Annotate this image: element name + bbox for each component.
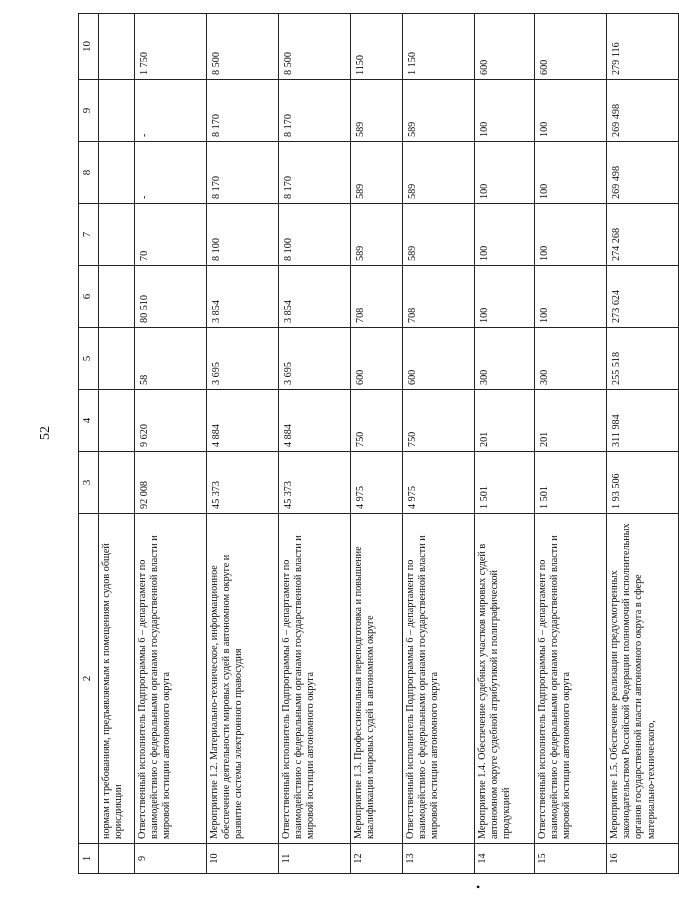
value-cell: 80 510 (135, 266, 207, 328)
description-cell: Мероприятие 1.4. Обеспечение судебных участков мировых судей в автономном округе судебной атрибутикой и полиграфической продукцией (475, 514, 535, 844)
value-cell: 100 (535, 142, 607, 204)
header-cell: 2 (79, 514, 99, 844)
value-cell: - (135, 142, 207, 204)
value-cell: 8 170 (207, 142, 279, 204)
table-header-row (79, 14, 99, 874)
value-cell: 300 (535, 328, 607, 390)
value-cell: 1150 (351, 14, 403, 80)
row-number-cell: 9 (135, 844, 207, 874)
value-cell: 3 854 (279, 266, 351, 328)
description-cell: Ответственный исполнитель Подпрограммы 6 – департамент по взаимодействию с федеральными органами государственной власти и мировой юстиции автономного округа (403, 514, 475, 844)
header-cell: 9 (79, 80, 99, 142)
value-cell: 600 (403, 328, 475, 390)
table-row (535, 14, 607, 874)
value-cell: 45 373 (279, 452, 351, 514)
row-number-cell: 16 (607, 844, 679, 874)
value-cell: 45 373 (207, 452, 279, 514)
table-row (351, 14, 403, 874)
table-row (99, 14, 135, 874)
value-cell: 600 (475, 14, 535, 80)
value-cell: 100 (475, 204, 535, 266)
value-cell: 1 150 (403, 14, 475, 80)
description-cell: Мероприятие 1.2. Материально-техническое, информационное обеспечение деятельности мировых судей в автономном округе и развитие системы электронного правосудия (207, 514, 279, 844)
value-cell: 1 501 (475, 452, 535, 514)
value-cell: 600 (535, 14, 607, 80)
table-row (403, 14, 475, 874)
description-cell: Мероприятие 1.3. Профессиональная переподготовка и повышение квалификации мировых судей в автономном округе (351, 514, 403, 844)
value-cell: 100 (475, 80, 535, 142)
row-number-cell: 11 (279, 844, 351, 874)
value-cell (99, 204, 135, 266)
row-number-cell: 15 (535, 844, 607, 874)
value-cell: 3 695 (279, 328, 351, 390)
value-cell: 201 (535, 390, 607, 452)
value-cell: 589 (403, 204, 475, 266)
value-cell (99, 266, 135, 328)
header-cell: 7 (79, 204, 99, 266)
value-cell: 273 624 (607, 266, 679, 328)
value-cell (99, 452, 135, 514)
value-cell (99, 14, 135, 80)
value-cell: 269 498 (607, 80, 679, 142)
value-cell: 274 268 (607, 204, 679, 266)
row-number-cell: 13 (403, 844, 475, 874)
value-cell: 100 (535, 80, 607, 142)
value-cell (99, 80, 135, 142)
page-number: 52 (38, 426, 53, 440)
value-cell: 100 (475, 142, 535, 204)
description-cell: Мероприятие 1.5. Обеспечение реализации предусмотренных законодательством Российской Федерации полномочий исполнительных органов государственной власти автономного округа в сфере материально-технического, (607, 514, 679, 844)
row-number-cell (99, 844, 135, 874)
value-cell: 8 100 (279, 204, 351, 266)
description-cell: Ответственный исполнитель Подпрограммы 6 – департамент по взаимодействию с федеральными органами государственной власти и мировой юстиции автономного округа (279, 514, 351, 844)
header-cell: 10 (79, 14, 99, 80)
value-cell: 269 498 (607, 142, 679, 204)
table-row (135, 14, 207, 874)
value-cell: 589 (351, 142, 403, 204)
value-cell: 8 170 (279, 80, 351, 142)
value-cell: 8 500 (207, 14, 279, 80)
row-number-cell: 14 (475, 844, 535, 874)
value-cell: 9 620 (135, 390, 207, 452)
value-cell: - (135, 80, 207, 142)
header-cell: 3 (79, 452, 99, 514)
header-cell: 5 (79, 328, 99, 390)
value-cell: 4 884 (279, 390, 351, 452)
value-cell: 750 (403, 390, 475, 452)
table-row (207, 14, 279, 874)
stray-dot: • (476, 880, 481, 894)
value-cell: 1 501 (535, 452, 607, 514)
rotated-table-wrapper (78, 14, 657, 874)
value-cell: 279 116 (607, 14, 679, 80)
value-cell: 750 (351, 390, 403, 452)
value-cell: 589 (351, 80, 403, 142)
table-row (475, 14, 535, 874)
value-cell: 100 (535, 266, 607, 328)
header-cell: 1 (79, 844, 99, 874)
value-cell: 708 (403, 266, 475, 328)
header-cell: 6 (79, 266, 99, 328)
value-cell: 3 695 (207, 328, 279, 390)
description-cell: нормам и требованиям, предъявляемым к помещениям судов общей юрисдикции (99, 514, 135, 844)
value-cell: 4 975 (351, 452, 403, 514)
header-cell: 4 (79, 390, 99, 452)
description-cell: Ответственный исполнитель Подпрограммы 6 – департамент по взаимодействию с федеральными органами государственной власти и мировой юстиции автономного округа (135, 514, 207, 844)
value-cell: 100 (535, 204, 607, 266)
value-cell (99, 328, 135, 390)
value-cell (99, 142, 135, 204)
value-cell: 8 170 (207, 80, 279, 142)
header-cell: 8 (79, 142, 99, 204)
value-cell: 1 93 506 (607, 452, 679, 514)
value-cell: 589 (403, 80, 475, 142)
value-cell: 589 (351, 204, 403, 266)
value-cell (99, 390, 135, 452)
value-cell: 4 975 (403, 452, 475, 514)
value-cell: 70 (135, 204, 207, 266)
value-cell: 708 (351, 266, 403, 328)
description-cell: Ответственный исполнитель Подпрограммы 6 – департамент по взаимодействию с федеральными органами государственной власти и мировой юстиции автономного округа (535, 514, 607, 844)
value-cell: 8 100 (207, 204, 279, 266)
value-cell: 311 984 (607, 390, 679, 452)
value-cell: 255 518 (607, 328, 679, 390)
value-cell: 4 884 (207, 390, 279, 452)
value-cell: 300 (475, 328, 535, 390)
table-row (607, 14, 679, 874)
value-cell: 8 170 (279, 142, 351, 204)
value-cell: 201 (475, 390, 535, 452)
value-cell: 3 854 (207, 266, 279, 328)
value-cell: 92 008 (135, 452, 207, 514)
row-number-cell: 10 (207, 844, 279, 874)
budget-table (78, 13, 679, 874)
value-cell: 8 500 (279, 14, 351, 80)
value-cell: 600 (351, 328, 403, 390)
value-cell: 58 (135, 328, 207, 390)
table-row (279, 14, 351, 874)
value-cell: 1 750 (135, 14, 207, 80)
row-number-cell: 12 (351, 844, 403, 874)
value-cell: 589 (403, 142, 475, 204)
value-cell: 100 (475, 266, 535, 328)
